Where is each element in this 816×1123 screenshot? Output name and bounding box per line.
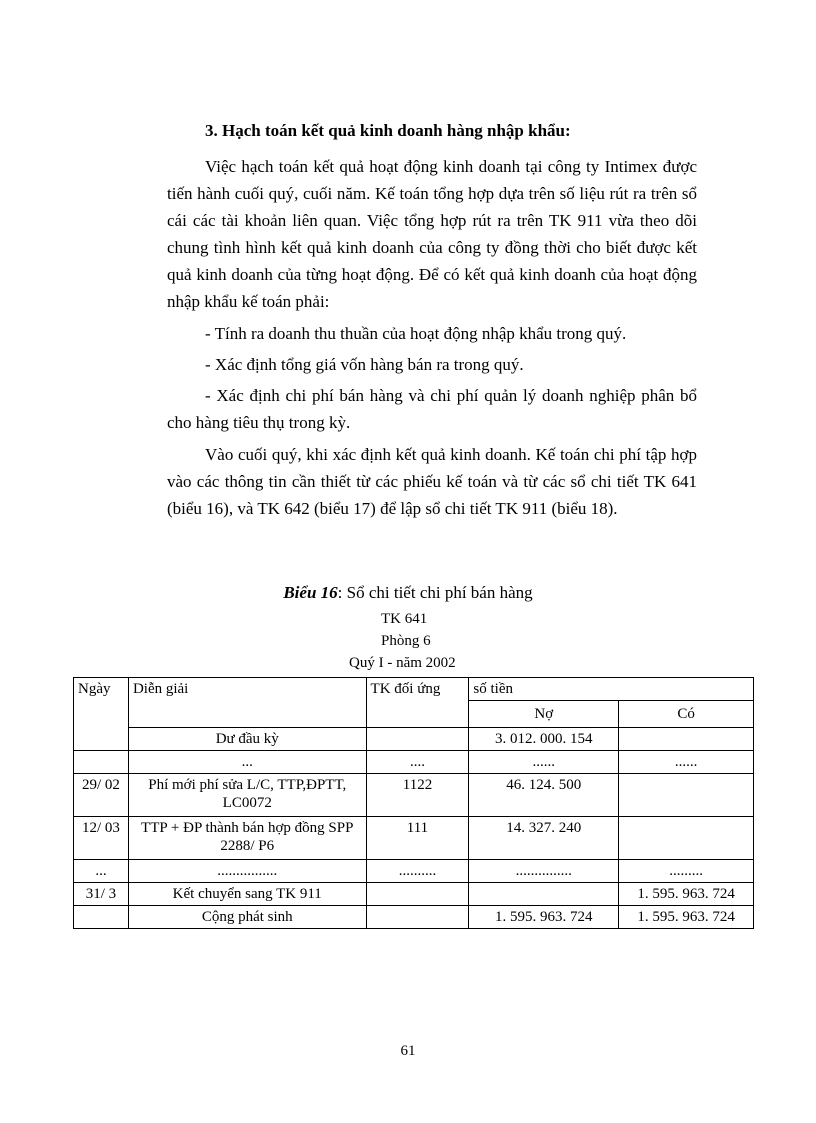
total-description: Cộng phát sinh	[128, 906, 366, 929]
section-heading: 3. Hạch toán kết quả kinh doanh hàng nhập khẩu:	[205, 121, 571, 140]
table-row	[74, 883, 754, 906]
table-row	[74, 774, 754, 817]
header-description: Diễn giải	[128, 678, 366, 728]
row-credit: ......	[619, 751, 754, 774]
header-date: Ngày	[74, 678, 129, 751]
header-amount: số tiền	[469, 678, 754, 701]
row-account: ....	[366, 751, 469, 774]
table-caption	[0, 583, 816, 603]
table-row	[74, 860, 754, 883]
header-credit: Có	[619, 701, 754, 728]
closing-paragraph: Vào cuối quý, khi xác định kết quả kinh doanh. Kế toán chi phí tập hợp vào các thông tin cần thiết từ các phiếu kế toán và từ các sổ chi tiết TK 641 (biểu 16), và TK 642 (biểu 17) để lập sổ chi tiết TK 911 (biểu 18).	[167, 445, 697, 518]
caption-account: TK 641	[381, 611, 428, 627]
row-account: 1122	[366, 774, 469, 817]
opening-credit	[619, 728, 754, 751]
caption-period: Quý I - năm 2002	[349, 655, 456, 671]
total-row	[74, 906, 754, 929]
row-date: ...	[74, 860, 129, 883]
intro-paragraph: Việc hạch toán kết quả hoạt động kinh doanh tại công ty Intimex được tiến hành cuối quý, cuối năm. Kế toán tổng hợp dựa trên số liệu rút ra trên sổ cái các tài khoản liên quan. Việc tổng hợp rút ra trên TK 911 vừa theo dõi chung tình hình kết quả kinh doanh của công ty đồng thời cho biết được kết quả kinh doanh của từng hoạt động. Để có kết quả kinh doanh của hoạt động nhập khẩu kế toán phải:	[167, 157, 697, 311]
row-credit	[619, 774, 754, 817]
row-description: TTP + ĐP thành bán hợp đồng SPP 2288/ P6	[128, 817, 366, 860]
header-debit: Nợ	[469, 701, 619, 728]
row-date: 29/ 02	[74, 774, 129, 817]
row-description: ................	[128, 860, 366, 883]
row-date	[74, 751, 129, 774]
row-debit: ......	[469, 751, 619, 774]
bullet-net-revenue: - Tính ra doanh thu thuần của hoạt động nhập khẩu trong quý.	[205, 324, 627, 343]
row-credit: 1. 595. 963. 724	[619, 883, 754, 906]
caption-department: Phòng 6	[381, 633, 431, 649]
total-account	[366, 906, 469, 929]
row-description: ...	[128, 751, 366, 774]
row-debit: 14. 327. 240	[469, 817, 619, 860]
expense-ledger-table	[73, 677, 754, 929]
row-debit: ...............	[469, 860, 619, 883]
row-credit	[619, 817, 754, 860]
bullet-expenses: - Xác định chi phí bán hàng và chi phí quản lý doanh nghiệp phân bổ cho hàng tiêu thụ trong kỳ.	[167, 386, 697, 432]
total-date	[74, 906, 129, 929]
table-row	[74, 817, 754, 860]
row-date: 12/ 03	[74, 817, 129, 860]
row-date: 31/ 3	[74, 883, 129, 906]
row-account: ..........	[366, 860, 469, 883]
row-account: 111	[366, 817, 469, 860]
caption-label: Biểu 16	[283, 583, 338, 602]
total-debit: 1. 595. 963. 724	[469, 906, 619, 929]
opening-description: Dư đầu kỳ	[128, 728, 366, 751]
row-debit	[469, 883, 619, 906]
opening-debit: 3. 012. 000. 154	[469, 728, 619, 751]
row-account	[366, 883, 469, 906]
table-row	[74, 751, 754, 774]
row-credit: .........	[619, 860, 754, 883]
row-description: Phí mới phí sửa L/C, TTP,ĐPTT, LC0072	[128, 774, 366, 817]
total-credit: 1. 595. 963. 724	[619, 906, 754, 929]
row-description: Kết chuyển sang TK 911	[128, 883, 366, 906]
opening-account	[366, 728, 469, 751]
caption-title: : Sổ chi tiết chi phí bán hàng	[337, 583, 533, 602]
bullet-cost-of-goods: - Xác định tổng giá vốn hàng bán ra trong quý.	[205, 355, 524, 374]
header-row	[74, 678, 754, 701]
header-account: TK đối ứng	[366, 678, 469, 728]
row-debit: 46. 124. 500	[469, 774, 619, 817]
opening-balance-row	[74, 728, 754, 751]
page-number: 61	[400, 1043, 416, 1059]
